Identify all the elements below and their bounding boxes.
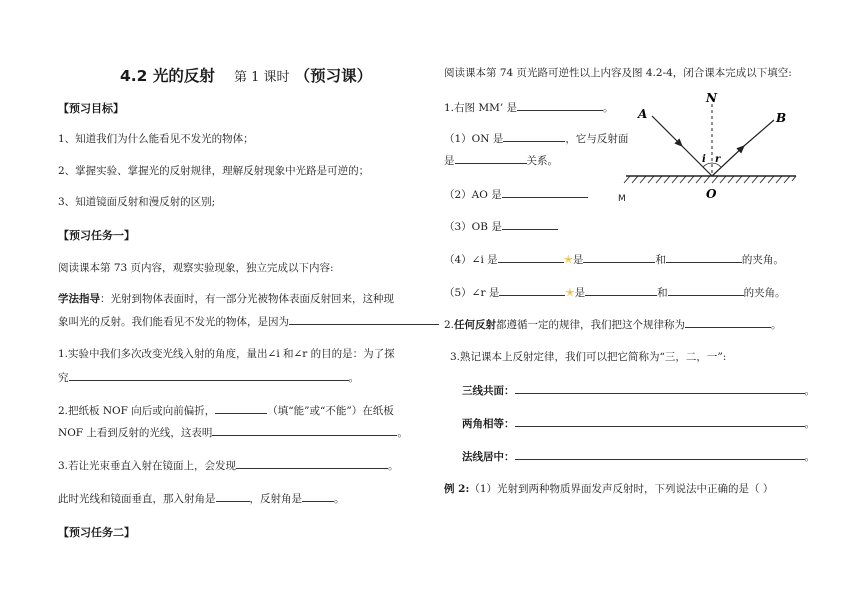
goal-item: 3、知道镜面反射和漫反射的区别; (58, 196, 216, 208)
blank-field[interactable] (302, 490, 334, 502)
r1-4-text: （4）∠i 是 (444, 254, 498, 266)
r1-5-text: （5）∠r 是 (444, 287, 500, 299)
r2-bold: 任何反射 (454, 319, 497, 331)
blank-field[interactable] (685, 316, 771, 328)
blank-field[interactable] (517, 99, 603, 111)
page-title (120, 64, 372, 86)
question-1-line2 (58, 369, 359, 385)
task1-header: 【预习任务一】 (58, 229, 135, 242)
question-2-line2 (58, 424, 408, 440)
blank-field[interactable] (515, 415, 805, 427)
period: 。 (334, 493, 345, 505)
blank-field[interactable] (212, 424, 397, 436)
q2-text: （填“能”或“不能”）在纸板 (267, 405, 394, 417)
method-text: ：光射到物体表面时，有一部分光被物体表面反射回来，这种现 (100, 293, 394, 305)
law-label: 法线居中： (462, 451, 515, 463)
label-r: r (715, 154, 721, 165)
blank-field[interactable] (502, 186, 588, 198)
r1-1-text: 关系。 (526, 155, 558, 167)
label-M: M (618, 194, 626, 204)
blank-field[interactable] (455, 152, 527, 164)
blank-field[interactable] (289, 313, 439, 325)
law-label: 两角相等： (462, 418, 515, 430)
star-icon: ✭ (563, 253, 573, 266)
method-label: 学法指导 (58, 293, 100, 305)
method-text: 象叫光的反射。我们能看见不发光的物体，是因为 (58, 316, 289, 328)
q1-end: 。 (348, 372, 359, 384)
r1-5-text: 是 (574, 287, 586, 299)
blank-field[interactable] (236, 457, 388, 469)
r1-3-text: （3）OB 是 (444, 221, 502, 233)
blank-field[interactable] (585, 284, 657, 296)
blank-field[interactable] (583, 251, 655, 263)
r1-5-text: 和 (657, 287, 668, 299)
label-A: A (638, 107, 648, 121)
r1-1-text: 是 (444, 155, 455, 167)
r1-2-text: （2）AO 是 (444, 189, 502, 201)
blank-field[interactable] (499, 284, 565, 296)
question-4 (58, 490, 345, 506)
label-i: i (702, 154, 706, 165)
r1-1-text: （1）ON 是 (444, 133, 504, 145)
method-guide-line1 (58, 292, 394, 306)
task1-intro: 阅读课本第 73 页内容，观察实验现象，独立完成以下内容: (58, 262, 334, 274)
r2-text: 都遵循一定的规律，我们把这个规律称为 (496, 319, 686, 331)
blank-field[interactable] (69, 369, 349, 381)
r1-4-text: 的夹角。 (741, 254, 784, 266)
law-three-lines (462, 382, 815, 398)
period: 。 (603, 102, 614, 114)
law-two-angles (462, 415, 815, 431)
blank-field[interactable] (216, 490, 250, 502)
right-q1-3 (444, 218, 558, 234)
r1-4-text: 是 (572, 254, 584, 266)
right-q1 (444, 99, 614, 115)
law-normal-center (462, 448, 815, 464)
blank-field[interactable] (503, 130, 565, 142)
period: 。 (804, 385, 815, 397)
right-intro: 阅读课本第 74 页光路可逆性以上内容及图 4.2-4，闭合课本完成以下填空: (444, 67, 792, 79)
method-guide-line2 (58, 313, 439, 329)
period: 。 (771, 319, 782, 331)
blank-field[interactable] (498, 251, 564, 263)
r1-text: 1.右图 MM’ 是 (444, 102, 518, 114)
q2-text: NOF 上看到反射的光线，这表明 (58, 427, 213, 439)
incident-ray (652, 116, 682, 146)
question-3 (58, 457, 399, 473)
right-q1-1-line2 (444, 152, 558, 168)
label-N: N (706, 91, 717, 105)
right-q1-4 (444, 251, 784, 267)
goal-item: 1、知道我们为什么能看见不发光的物体； (58, 133, 254, 145)
q1-text: 究 (58, 372, 69, 384)
example-label: 例 2: (444, 483, 470, 495)
blank-field[interactable] (515, 448, 805, 460)
blank-field[interactable] (666, 251, 742, 263)
r1-1-text: ，它与反射面 (565, 133, 629, 145)
title-main: 4.2 光的反射 (120, 67, 215, 85)
blank-field[interactable] (515, 382, 805, 394)
q3-text: 3.若让光束垂直入射在镜面上，会发现 (58, 460, 237, 472)
example-text: （1）光射到两种物质界面发声反射时，下列说法中正确的是（ ） (469, 483, 774, 495)
right-q2 (444, 316, 782, 332)
example-2 (444, 482, 773, 496)
r1-4-text: 和 (655, 254, 666, 266)
law-label: 三线共面： (462, 385, 515, 397)
mirror-hatch (624, 176, 796, 183)
label-B: B (776, 111, 787, 125)
goal-header: 【预习目标】 (58, 102, 124, 115)
period: 。 (388, 460, 399, 472)
r1-5-text: 的夹角。 (743, 287, 786, 299)
r2-text: 2. (444, 319, 455, 331)
q2-text: 2.把纸板 NOF 向后或向前偏折， (58, 405, 216, 417)
blank-field[interactable] (668, 284, 744, 296)
title-lesson: 第 1 课时 (233, 70, 290, 85)
star-icon: ✭ (565, 286, 575, 299)
task2-header: 【预习任务二】 (58, 526, 135, 539)
period: 。 (804, 418, 815, 430)
reflection-diagram (600, 90, 810, 210)
goal-item: 2、掌握实验、掌握光的反射规律，理解反射现象中光路是可逆的； (58, 165, 370, 177)
period: 。 (397, 427, 408, 439)
question-1-line1: 1.实验中我们多次改变光线入射的角度，量出∠i 和∠r 的目的是：为了探 (58, 348, 395, 360)
right-q1-2 (444, 186, 588, 202)
period: 。 (804, 451, 815, 463)
title-type: （预习课） (294, 67, 373, 85)
right-q1-5 (444, 284, 786, 300)
q4-text: 此时光线和镜面垂直，那入射角是 (58, 493, 216, 505)
blank-field[interactable] (502, 218, 558, 230)
label-O: O (706, 187, 717, 201)
right-q3: 3.熟记课本上反射定律，我们可以把它简称为“三，二，一”: (450, 351, 727, 363)
q4-text: ，反射角是 (249, 493, 302, 505)
question-2-line1 (58, 402, 394, 418)
blank-field[interactable] (215, 402, 267, 414)
